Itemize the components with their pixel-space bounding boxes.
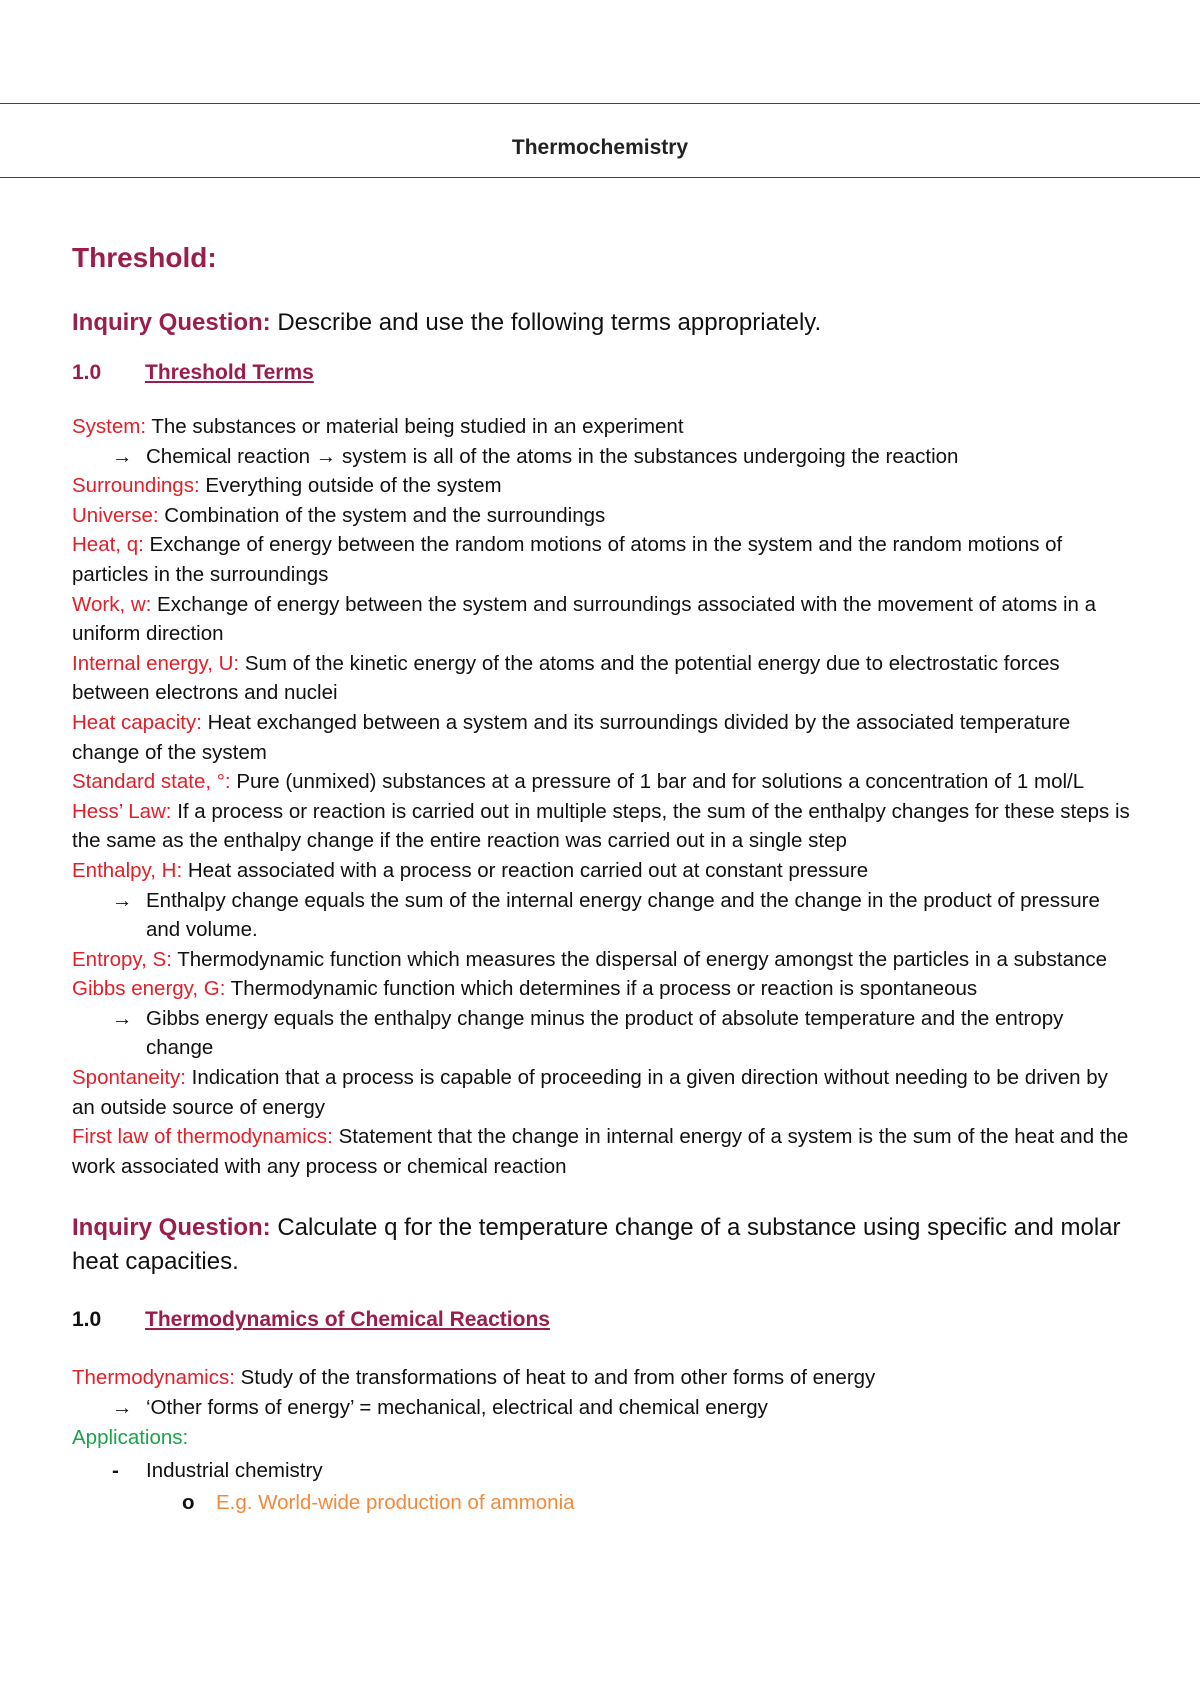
document-body bbox=[72, 238, 1132, 1517]
inquiry-text: Calculate q for the temperature change of a substance using specific and molar heat capacities. bbox=[72, 1214, 1121, 1276]
term-spontaneity bbox=[72, 1063, 1132, 1122]
term-label: Heat, q: bbox=[72, 533, 144, 557]
term-definition: Sum of the kinetic energy of the atoms and the potential energy due to electrostatic forces between electrons and nuclei bbox=[72, 651, 1060, 705]
threshold-terms-list bbox=[72, 412, 1132, 1181]
term-label: Enthalpy, H: bbox=[72, 858, 183, 882]
term-label: Standard state, °: bbox=[72, 770, 231, 794]
term-definition: Combination of the system and the surroundings bbox=[158, 503, 606, 527]
term-label: Gibbs energy, G: bbox=[72, 977, 226, 1001]
applications-example bbox=[72, 1488, 1132, 1518]
term-definition: Thermodynamic function which measures the dispersal of energy amongst the particles in a substance bbox=[171, 947, 1108, 971]
section-title: Thermodynamics of Chemical Reactions bbox=[145, 1308, 550, 1332]
section-heading-thermodynamics bbox=[72, 1305, 1132, 1335]
term-thermodynamics bbox=[72, 1363, 1132, 1393]
arrow-note-text: ‘Other forms of energy’ = mechanical, electrical and chemical energy bbox=[146, 1396, 768, 1420]
circle-bullet-icon: o bbox=[182, 1490, 195, 1514]
inquiry-label: Inquiry Question: bbox=[72, 309, 271, 336]
term-definition: Pure (unmixed) substances at a pressure of 1 bar and for solutions a concentration of 1 mol/L bbox=[230, 770, 1085, 794]
inquiry-label: Inquiry Question: bbox=[72, 1214, 271, 1242]
term-definition: Indication that a process is capable of proceeding in a given direction without needing to be driven by an outside source of energy bbox=[72, 1066, 1108, 1119]
arrow-icon: → bbox=[112, 1006, 133, 1030]
term-gibbs-energy bbox=[72, 974, 1132, 1004]
arrow-note-system bbox=[72, 442, 1132, 472]
term-label: Internal energy, U: bbox=[72, 651, 240, 675]
header-rule-bottom bbox=[0, 177, 1200, 178]
term-definition: Study of the transformations of heat to and from other forms of energy bbox=[234, 1366, 876, 1390]
term-definition: The substances or material being studied in an experiment bbox=[146, 415, 684, 438]
term-entropy bbox=[72, 945, 1132, 975]
term-label: System: bbox=[72, 415, 147, 438]
section-number: 1.0 bbox=[72, 361, 102, 384]
term-definition: If a process or reaction is carried out in multiple steps, the sum of the enthalpy changes for these steps is the same as the enthalpy change if the entire reaction was carried out in a single step bbox=[72, 799, 1130, 853]
section-title: Threshold Terms bbox=[145, 361, 314, 384]
page-header-title: Thermochemistry bbox=[511, 136, 689, 159]
threshold-heading: Threshold: bbox=[72, 242, 217, 273]
inquiry-text: Describe and use the following terms appropriately. bbox=[270, 309, 822, 336]
arrow-icon: → bbox=[112, 888, 133, 912]
arrow-note-thermodynamics bbox=[72, 1393, 1132, 1423]
inquiry-question-2 bbox=[72, 1211, 1132, 1279]
thermodynamics-list bbox=[72, 1363, 1132, 1517]
term-label: Hess’ Law: bbox=[72, 799, 172, 823]
term-first-law bbox=[72, 1122, 1132, 1181]
term-definition: Heat exchanged between a system and its surroundings divided by the associated temperature change of the system bbox=[72, 710, 1071, 764]
term-label: Spontaneity: bbox=[72, 1066, 186, 1090]
applications-item-text: Industrial chemistry bbox=[146, 1459, 323, 1483]
term-label: First law of thermodynamics: bbox=[72, 1125, 333, 1149]
section-heading-threshold-terms bbox=[72, 358, 1132, 388]
term-heat-capacity bbox=[72, 708, 1132, 767]
term-label: Work, w: bbox=[72, 592, 152, 616]
term-definition: Exchange of energy between the system and surroundings associated with the movement of atoms in a uniform direction bbox=[72, 592, 1097, 646]
arrow-icon: → bbox=[112, 444, 133, 468]
term-label: Universe: bbox=[72, 503, 159, 527]
arrow-note-text: Enthalpy change equals the sum of the internal energy change and the change in the product of pressure and volume. bbox=[146, 888, 1100, 942]
arrow-note-text: Chemical reaction → system is all of the atoms in the substances undergoing the reaction bbox=[146, 444, 959, 468]
term-universe bbox=[72, 501, 1132, 531]
applications-item bbox=[72, 1456, 1132, 1486]
term-definition: Exchange of energy between the random motions of atoms in the system and the random motions of particles in the surroundings bbox=[72, 533, 1063, 586]
term-definition: Statement that the change in internal energy of a system is the sum of the heat and the work associated with any process or chemical reaction bbox=[72, 1125, 1129, 1178]
term-internal-energy bbox=[72, 649, 1132, 708]
term-surroundings bbox=[72, 471, 1132, 501]
applications-example-text: E.g. World-wide production of ammonia bbox=[216, 1490, 575, 1514]
dash-bullet-icon: - bbox=[112, 1459, 119, 1483]
section-number: 1.0 bbox=[72, 1308, 102, 1332]
header-rule-top bbox=[0, 103, 1200, 104]
term-definition: Everything outside of the system bbox=[199, 474, 502, 498]
inquiry-question-1 bbox=[72, 306, 1132, 340]
arrow-note-enthalpy bbox=[72, 886, 1132, 945]
term-definition: Thermodynamic function which determines if a process or reaction is spontaneous bbox=[225, 977, 978, 1001]
term-hess-law bbox=[72, 797, 1132, 856]
term-label: Surroundings: bbox=[72, 474, 200, 498]
arrow-icon: → bbox=[112, 1396, 133, 1420]
applications-label: Applications: bbox=[72, 1425, 189, 1449]
term-enthalpy bbox=[72, 856, 1132, 886]
term-system bbox=[72, 412, 1132, 442]
term-label: Entropy, S: bbox=[72, 947, 172, 971]
term-heat bbox=[72, 530, 1132, 589]
term-work bbox=[72, 590, 1132, 649]
term-label: Heat capacity: bbox=[72, 710, 202, 734]
arrow-note-gibbs bbox=[72, 1004, 1132, 1063]
term-standard-state bbox=[72, 767, 1132, 797]
term-label: Thermodynamics: bbox=[72, 1366, 235, 1390]
term-definition: Heat associated with a process or reaction carried out at constant pressure bbox=[182, 858, 869, 882]
arrow-note-text: Gibbs energy equals the enthalpy change minus the product of absolute temperature and the entropy change bbox=[146, 1006, 1064, 1060]
